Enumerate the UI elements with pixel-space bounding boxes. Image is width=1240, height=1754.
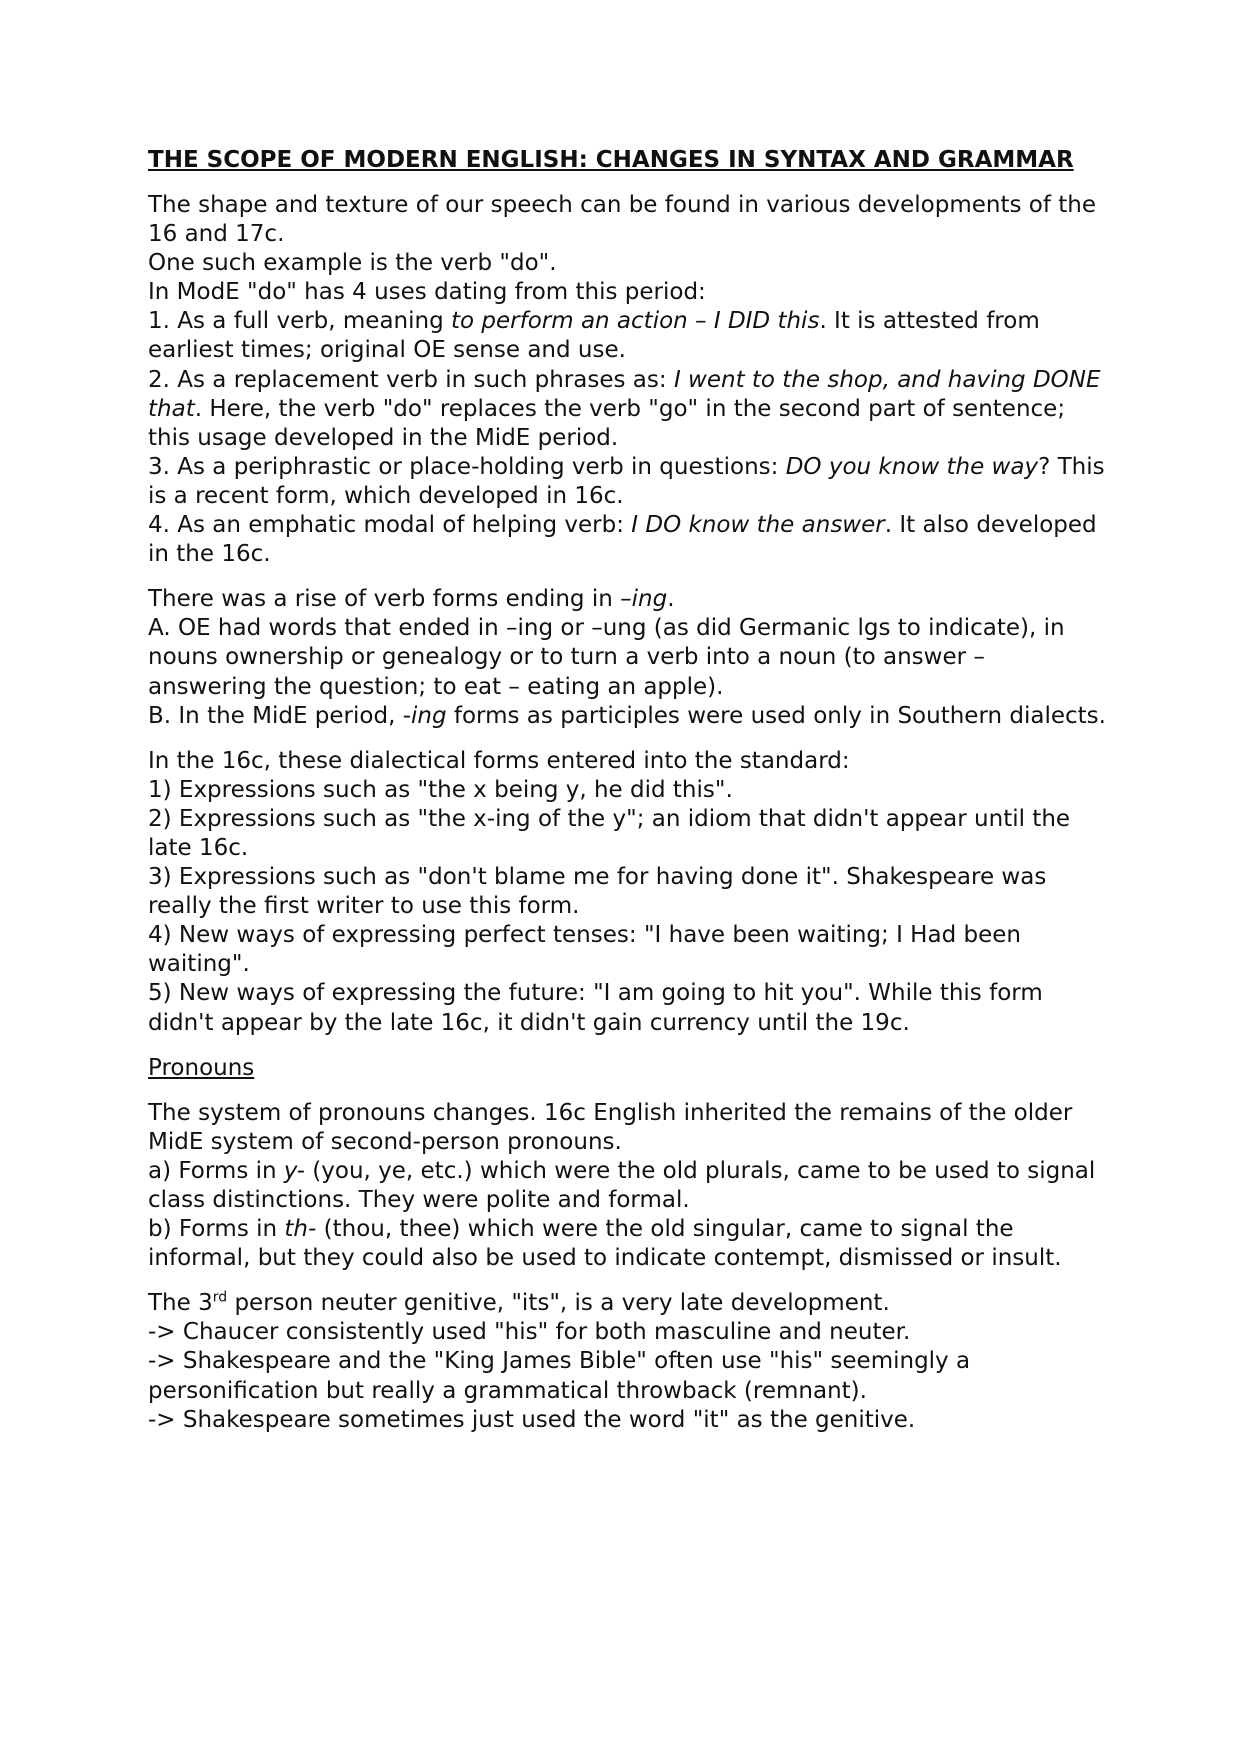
spacer [148, 569, 1108, 585]
its-intro [148, 1289, 1108, 1318]
spacer [148, 1273, 1108, 1289]
dialect-item: 1) Expressions such as "the x being y, he did this". [148, 776, 733, 803]
its-item: -> Shakespeare and the "King James Bible" often use "his" seemingly a personification but really a grammatical throwback (remnant). [148, 1348, 971, 1404]
pronouns-paragraph [148, 1099, 1108, 1274]
ing-text: There was a rise of verb forms ending in – [148, 586, 632, 613]
ing-suffix: ing [631, 586, 668, 613]
do-use-text: . It is attested from earliest times; original OE sense and use. [148, 308, 1040, 364]
do-use-item [148, 511, 1108, 569]
do-use-text: . It also developed in the 16c. [148, 512, 1097, 568]
do-use-example: I DO know the answer [631, 512, 885, 539]
dialect-item: 4) New ways of expressing perfect tenses: "I have been waiting; I Had been waiting". [148, 922, 1021, 978]
pronouns-intro: The system of pronouns changes. 16c English inherited the remains of the older MidE system of second-person pronouns. [148, 1099, 1073, 1155]
ing-point-b [148, 702, 1108, 731]
dialect-paragraph [148, 747, 1108, 1038]
intro-line: The shape and texture of our speech can be found in various developments of the 16 and 17c. [148, 192, 1097, 248]
document-title: THE SCOPE OF MODERN ENGLISH: CHANGES IN SYNTAX AND GRAMMAR [148, 147, 1074, 173]
do-use-example: to perform an action – I DID this [451, 308, 820, 335]
do-use-text: ? This is a recent form, which developed in 16c. [148, 453, 1105, 509]
pronouns-text: a) Forms in [148, 1157, 284, 1184]
ordinal-suffix: rd [212, 1289, 228, 1306]
do-use-text: 2. As a replacement verb in such phrases as: [148, 366, 674, 393]
pronouns-form: th- [284, 1216, 317, 1243]
intro-line: One such example is the verb "do". [148, 250, 557, 277]
its-paragraph [148, 1289, 1108, 1434]
ing-paragraph [148, 585, 1108, 730]
intro-line: In ModE "do" has 4 uses dating from this period: [148, 279, 706, 306]
dialect-item: 2) Expressions such as "the x-ing of the y"; an idiom that didn't appear until the late 16c. [148, 805, 1071, 861]
do-use-item [148, 307, 1108, 365]
do-use-item [148, 366, 1108, 453]
ing-text: . [667, 586, 675, 613]
pronouns-text: b) Forms in [148, 1216, 285, 1243]
intro-paragraph [148, 191, 1108, 569]
spacer [148, 1038, 1108, 1054]
spacer [148, 176, 1108, 191]
pronouns-point-b [148, 1215, 1108, 1273]
ing-text: forms as participles were used only in Southern dialects. [446, 702, 1106, 729]
do-use-text: 4. As an emphatic modal of helping verb: [148, 512, 632, 539]
its-text: person neuter genitive, "its", is a very late development. [227, 1290, 890, 1317]
pronouns-text: (thou, thee) which were the old singular, came to signal the informal, but they could also be used to indicate contempt, dismissed or insult. [148, 1216, 1062, 1272]
spacer [148, 1083, 1108, 1099]
pronouns-point-a [148, 1157, 1108, 1215]
dialect-intro: In the 16c, these dialectical forms entered into the standard: [148, 747, 850, 774]
pronouns-text: (you, ye, etc.) which were the old plurals, came to be used to signal class distinctions. They were polite and formal. [148, 1157, 1096, 1213]
ing-point-a: A. OE had words that ended in –ing or –ung (as did Germanic lgs to indicate), in nouns ownership or genealogy or to turn a verb into a noun (to answer – answering the question; to eat – eating an apple). [148, 615, 1065, 700]
ing-intro [148, 585, 1108, 614]
do-use-text: 1. As a full verb, meaning [148, 308, 451, 335]
its-item: -> Shakespeare sometimes just used the word "it" as the genitive. [148, 1406, 916, 1433]
its-text: The 3 [148, 1290, 213, 1317]
do-use-example: DO you know the way [785, 453, 1039, 480]
dialect-item: 3) Expressions such as "don't blame me for having done it". Shakespeare was really the first writer to use this form. [148, 864, 1047, 920]
ing-text: B. In the MidE period, - [148, 702, 411, 729]
pronouns-heading: Pronouns [148, 1054, 255, 1081]
spacer [148, 731, 1108, 747]
do-use-item [148, 453, 1108, 511]
dialect-item: 5) New ways of expressing the future: "I am going to hit you". While this form didn't appear by the late 16c, it didn't gain currency until the 19c. [148, 980, 1043, 1036]
pronouns-form: y- [283, 1157, 305, 1184]
its-item: -> Chaucer consistently used "his" for both masculine and neuter. [148, 1319, 911, 1346]
do-use-text: . Here, the verb "do" replaces the verb "go" in the second part of sentence; this usage developed in the MidE period. [148, 395, 1066, 451]
document-page [148, 146, 1108, 1435]
do-use-example: I went to the shop, and having DONE that [148, 366, 1101, 422]
do-use-text: 3. As a periphrastic or place-holding verb in questions: [148, 453, 786, 480]
ing-suffix: ing [411, 702, 447, 729]
